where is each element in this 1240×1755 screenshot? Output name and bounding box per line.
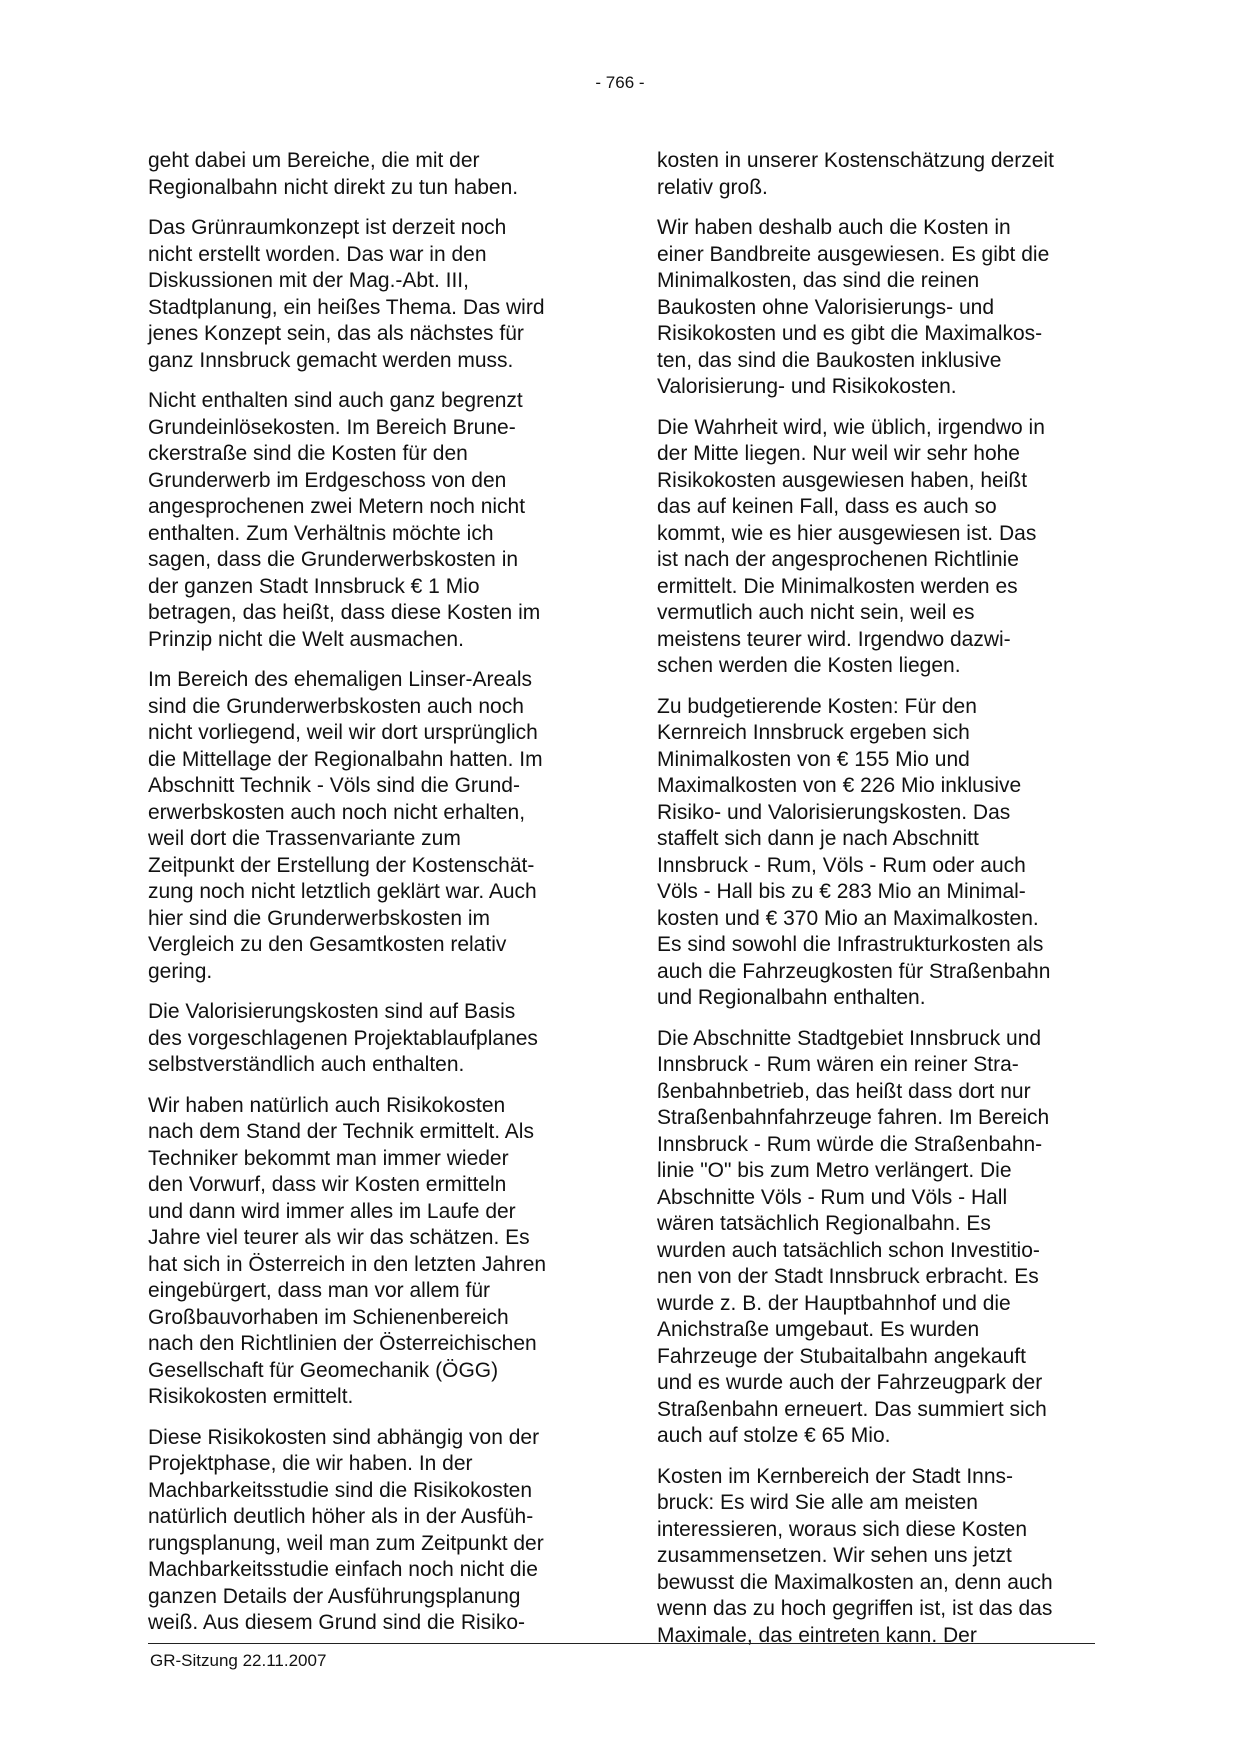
text-line: Grunderwerb im Erdgeschoss von den	[148, 468, 507, 492]
text-line: Völs - Hall bis zu € 283 Mio an Minimal-	[657, 880, 1026, 903]
paragraph	[657, 148, 1102, 201]
text-line: Zu budgetierende Kosten: Für den	[657, 694, 977, 718]
text-line: meistens teurer wird. Irgendwo dazwi-	[657, 627, 1011, 651]
text-line: Innsbruck - Rum wären ein reiner Stra-	[657, 1053, 1019, 1076]
text-line: die Mittellage der Regionalbahn hatten. Im	[148, 747, 543, 771]
text-line: Maximale, das eintreten kann. Der	[657, 1623, 977, 1647]
text-line: nicht erstellt worden. Das war in den	[148, 242, 487, 266]
paragraph	[148, 1093, 593, 1411]
paragraph	[657, 694, 1102, 1012]
text-line: der Mitte liegen. Nur weil wir sehr hohe	[657, 442, 1020, 465]
paragraph	[657, 1026, 1102, 1450]
text-line: Anichstraße umgebaut. Es wurden	[657, 1318, 980, 1341]
text-line: Straßenbahnfahrzeuge fahren. Im Bereich	[657, 1106, 1050, 1129]
paragraph	[148, 148, 593, 201]
text-line: wären tatsächlich Regionalbahn. Es	[657, 1212, 991, 1235]
text-line: Diskussionen mit der Mag.-Abt. III,	[148, 269, 469, 292]
text-line: auch die Fahrzeugkosten für Straßenbahn	[657, 959, 1051, 983]
text-line: sagen, dass die Grunderwerbskosten in	[148, 548, 519, 571]
text-line: ßenbahnbetrieb, das heißt dass dort nur	[657, 1079, 1031, 1103]
text-line: hier sind die Grunderwerbskosten im	[148, 906, 490, 930]
paragraph	[657, 415, 1102, 680]
text-line: ist nach der angesprochenen Richtlinie	[657, 548, 1019, 571]
text-line: und es wurde auch der Fahrzeugpark der	[657, 1371, 1043, 1394]
text-line: Prinzip nicht die Welt ausmachen.	[148, 627, 464, 651]
text-line: Gesellschaft für Geomechanik (ÖGG)	[148, 1358, 499, 1382]
text-line: Wir haben deshalb auch die Kosten in	[657, 216, 1011, 239]
text-line: Wir haben natürlich auch Risikokosten	[148, 1093, 506, 1117]
text-column-left	[148, 148, 593, 1651]
text-line: kommt, wie es hier ausgewiesen ist. Das	[657, 521, 1037, 545]
text-line: Zeitpunkt der Erstellung der Kostenschät-	[148, 853, 535, 877]
paragraph	[148, 388, 593, 653]
text-line: wenn das zu hoch gegriffen ist, ist das das	[657, 1597, 1053, 1620]
text-line: bruck: Es wird Sie alle am meisten	[657, 1491, 978, 1514]
text-line: weiß. Aus diesem Grund sind die Risiko-	[148, 1611, 525, 1634]
text-line: Kernreich Innsbruck ergeben sich	[657, 721, 970, 744]
text-line: Abschnitte Völs - Rum und Völs - Hall	[657, 1185, 1008, 1209]
text-line: sind die Grunderwerbskosten auch noch	[148, 694, 524, 718]
text-line: Großbauvorhaben im Schienenbereich	[148, 1305, 509, 1329]
text-line: rungsplanung, weil man zum Zeitpunkt der	[148, 1531, 544, 1555]
text-line: Das Grünraumkonzept ist derzeit noch	[148, 216, 507, 239]
text-line: Stadtplanung, ein heißes Thema. Das wird	[148, 295, 545, 319]
page-number: - 766 -	[595, 73, 645, 92]
text-line: nen von der Stadt Innsbruck erbracht. Es	[657, 1265, 1039, 1288]
text-line: Risikokosten ausgewiesen haben, heißt	[657, 468, 1028, 492]
text-line: Kosten im Kernbereich der Stadt Inns-	[657, 1464, 1014, 1488]
text-line: Techniker bekommt man immer wieder	[148, 1146, 509, 1170]
text-line: Grundeinlösekosten. Im Bereich Brune-	[148, 415, 516, 439]
text-line: Die Valorisierungskosten sind auf Basis	[148, 1000, 516, 1023]
text-line: linie "O" bis zum Metro verlängert. Die	[657, 1159, 1012, 1182]
text-line: zung noch nicht letztlich geklärt war. Auch	[148, 880, 537, 903]
text-line: ermittelt. Die Minimalkosten werden es	[657, 574, 1018, 598]
text-line: der ganzen Stadt Innsbruck € 1 Mio	[148, 574, 480, 598]
text-line: Die Abschnitte Stadtgebiet Innsbruck und	[657, 1026, 1042, 1050]
text-line: Maximalkosten von € 226 Mio inklusive	[657, 774, 1022, 797]
text-line: das auf keinen Fall, dass es auch so	[657, 495, 997, 518]
paragraph	[148, 667, 593, 985]
footer-meeting-date: GR-Sitzung 22.11.2007	[150, 1651, 327, 1670]
text-line: auch auf stolze € 65 Mio.	[657, 1424, 891, 1447]
text-line: erwerbskosten auch noch nicht erhalten,	[148, 800, 526, 824]
text-line: nach den Richtlinien der Österreichischen	[148, 1332, 537, 1355]
text-line: natürlich deutlich höher als in der Ausfüh-	[148, 1505, 534, 1528]
text-line: kosten in unserer Kostenschätzung derzeit	[657, 149, 1054, 172]
text-line: jenes Konzept sein, das als nächstes für	[148, 322, 524, 345]
text-line: Abschnitt Technik - Völs sind die Grund-	[148, 774, 520, 797]
text-line: eingebürgert, dass man vor allem für	[148, 1279, 490, 1302]
text-line: Risikokosten ermittelt.	[148, 1385, 354, 1408]
text-line: Jahre viel teurer als wir das schätzen. Es	[148, 1226, 530, 1249]
text-line: Minimalkosten von € 155 Mio und	[657, 747, 970, 771]
text-line: Machbarkeitsstudie einfach noch nicht die	[148, 1558, 538, 1581]
text-line: wurde z. B. der Hauptbahnhof und die	[657, 1291, 1011, 1315]
text-column-right	[657, 148, 1102, 1663]
text-line: den Vorwurf, dass wir Kosten ermitteln	[148, 1173, 507, 1196]
text-line: einer Bandbreite ausgewiesen. Es gibt die	[657, 242, 1050, 266]
text-line: Minimalkosten, das sind die reinen	[657, 269, 980, 292]
text-line: Innsbruck - Rum würde die Straßenbahn-	[657, 1132, 1043, 1156]
text-line: staffelt sich dann je nach Abschnitt	[657, 827, 979, 850]
paragraph	[148, 215, 593, 374]
text-line: nicht vorliegend, weil wir dort ursprünglich	[148, 721, 538, 744]
text-line: geht dabei um Bereiche, die mit der	[148, 149, 480, 172]
text-line: und Regionalbahn enthalten.	[657, 986, 926, 1009]
text-line: Projektphase, die wir haben. In der	[148, 1452, 473, 1475]
paragraph	[148, 1425, 593, 1637]
paragraph	[148, 999, 593, 1079]
text-line: gering.	[148, 959, 213, 983]
text-line: ganz Innsbruck gemacht werden muss.	[148, 348, 514, 372]
text-line: Im Bereich des ehemaligen Linser-Areals	[148, 668, 533, 691]
text-line: Valorisierung- und Risikokosten.	[657, 375, 957, 398]
footer-divider	[148, 1643, 1095, 1644]
text-line: angesprochenen zwei Metern noch nicht	[148, 495, 526, 518]
text-line: Vergleich zu den Gesamtkosten relativ	[148, 933, 507, 956]
text-line: bewusst die Maximalkosten an, denn auch	[657, 1570, 1053, 1594]
text-line: selbstverständlich auch enthalten.	[148, 1053, 465, 1076]
text-line: zusammensetzen. Wir sehen uns jetzt	[657, 1544, 1012, 1567]
text-line: wurden auch tatsächlich schon Investitio-	[657, 1238, 1040, 1262]
text-line: ckerstraße sind die Kosten für den	[148, 442, 468, 465]
text-line: Innsbruck - Rum, Völs - Rum oder auch	[657, 853, 1026, 877]
text-line: Die Wahrheit wird, wie üblich, irgendwo in	[657, 415, 1045, 439]
paragraph	[657, 1464, 1102, 1650]
text-line: Es sind sowohl die Infrastrukturkosten als	[657, 933, 1044, 956]
text-line: kosten und € 370 Mio an Maximalkosten.	[657, 906, 1039, 930]
text-line: schen werden die Kosten liegen.	[657, 654, 961, 677]
text-line: Baukosten ohne Valorisierungs- und	[657, 295, 994, 319]
text-line: Regionalbahn nicht direkt zu tun haben.	[148, 175, 519, 199]
text-line: Fahrzeuge der Stubaitalbahn angekauft	[657, 1344, 1026, 1368]
text-line: weil dort die Trassenvariante zum	[148, 827, 461, 850]
text-line: interessieren, woraus sich diese Kosten	[657, 1517, 1028, 1541]
text-line: Machbarkeitsstudie sind die Risikokosten	[148, 1478, 533, 1502]
text-line: nach dem Stand der Technik ermittelt. Als	[148, 1120, 534, 1143]
text-line: relativ groß.	[657, 175, 768, 199]
text-line: und dann wird immer alles im Laufe der	[148, 1199, 516, 1223]
text-line: hat sich in Österreich in den letzten Jahren	[148, 1252, 547, 1276]
text-line: vermutlich auch nicht sein, weil es	[657, 601, 975, 624]
paragraph	[657, 215, 1102, 401]
text-line: enthalten. Zum Verhältnis möchte ich	[148, 521, 494, 545]
text-line: Risikokosten und es gibt die Maximalkos-	[657, 322, 1043, 345]
text-line: ten, das sind die Baukosten inklusive	[657, 348, 1002, 372]
text-line: Nicht enthalten sind auch ganz begrenzt	[148, 389, 523, 412]
text-line: Risiko- und Valorisierungskosten. Das	[657, 800, 1011, 824]
text-line: Diese Risikokosten sind abhängig von der	[148, 1425, 540, 1449]
text-line: ganzen Details der Ausführungsplanung	[148, 1584, 521, 1608]
text-line: betragen, das heißt, dass diese Kosten im	[148, 601, 541, 624]
text-line: des vorgeschlagenen Projektablaufplanes	[148, 1026, 538, 1050]
text-line: Straßenbahn erneuert. Das summiert sich	[657, 1397, 1047, 1421]
